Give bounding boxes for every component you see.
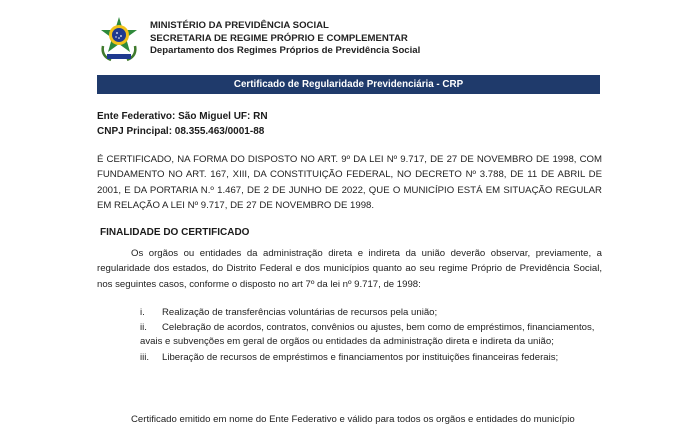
secretariat-name: SECRETARIA DE REGIME PRÓPRIO E COMPLEMENTAR (150, 32, 408, 44)
list-item (140, 351, 595, 365)
list-item (140, 321, 595, 349)
certificate-title-banner (97, 75, 600, 94)
list-item-text: Celebração de acordos, contratos, convênios ou ajustes, bem como de empréstimos, financiamentos, avais e subvenções em geral de orgãos ou entidades da administração direta e indireta da união; (140, 322, 595, 348)
brazil-coat-of-arms-icon (97, 16, 141, 62)
ente-info (97, 109, 268, 139)
closing-paragraph: Certificado emitido em nome do Ente Federativo e válido para todos os orgãos e entidades do município (131, 414, 575, 425)
list-item-text: Realização de transferências voluntárias de recursos pela união; (162, 307, 438, 318)
list-item (140, 306, 595, 320)
cnpj-principal: CNPJ Principal: 08.355.463/0001-88 (97, 126, 265, 137)
list-item-number: ii. (140, 322, 147, 334)
ministry-name: MINISTÉRIO DA PREVIDÊNCIA SOCIAL (150, 20, 329, 31)
department-name: Departamento dos Regimes Próprios de Previdência Social (150, 45, 421, 57)
finalidade-heading: FINALIDADE DO CERTIFICADO (100, 227, 250, 238)
list-item-number: i. (140, 307, 145, 318)
document-header (97, 16, 602, 66)
finalidade-intro: Os orgãos ou entidades da administração direta e indireta da união deverão observar, previamente, a regularidade dos estados, do Distrito Federal e dos municípios quanto ao seu regime Próprio de Previdência Social, nos seguintes casos, conforme o disposto no art 7º da lei nº 9.717, de 1998: (97, 248, 602, 290)
certification-paragraph: É CERTIFICADO, NA FORMA DO DISPOSTO NO ART. 9º DA LEI Nº 9.717, DE 27 DE NOVEMBRO DE 1998, COM FUNDAMENTO NO ART. 167, XIII, DA CONSTITUIÇÃO FEDERAL, NO DECRETO Nº 3.788, DE 11 DE ABRIL DE 2001, E DA PORTARIA N.º 1.467, DE 2 DE JUNHO DE 2022, QUE O MUNICÍPIO ESTÁ EM SITUAÇÃO REGULAR EM RELAÇÃO A LEI Nº 9.717, DE 27 DE NOVEMBRO DE 1998. (97, 154, 602, 212)
ente-federativo: Ente Federativo: São Miguel UF: RN (97, 111, 268, 122)
issuing-organization (150, 20, 420, 58)
certificate-title: Certificado de Regularidade Previdenciária - CRP (233, 79, 464, 90)
list-item-number: iii. (140, 351, 150, 363)
finalidade-list (140, 306, 595, 366)
list-item-text: Liberação de recursos de empréstimos e financiamentos por instituições financeiras federais; (162, 351, 559, 363)
